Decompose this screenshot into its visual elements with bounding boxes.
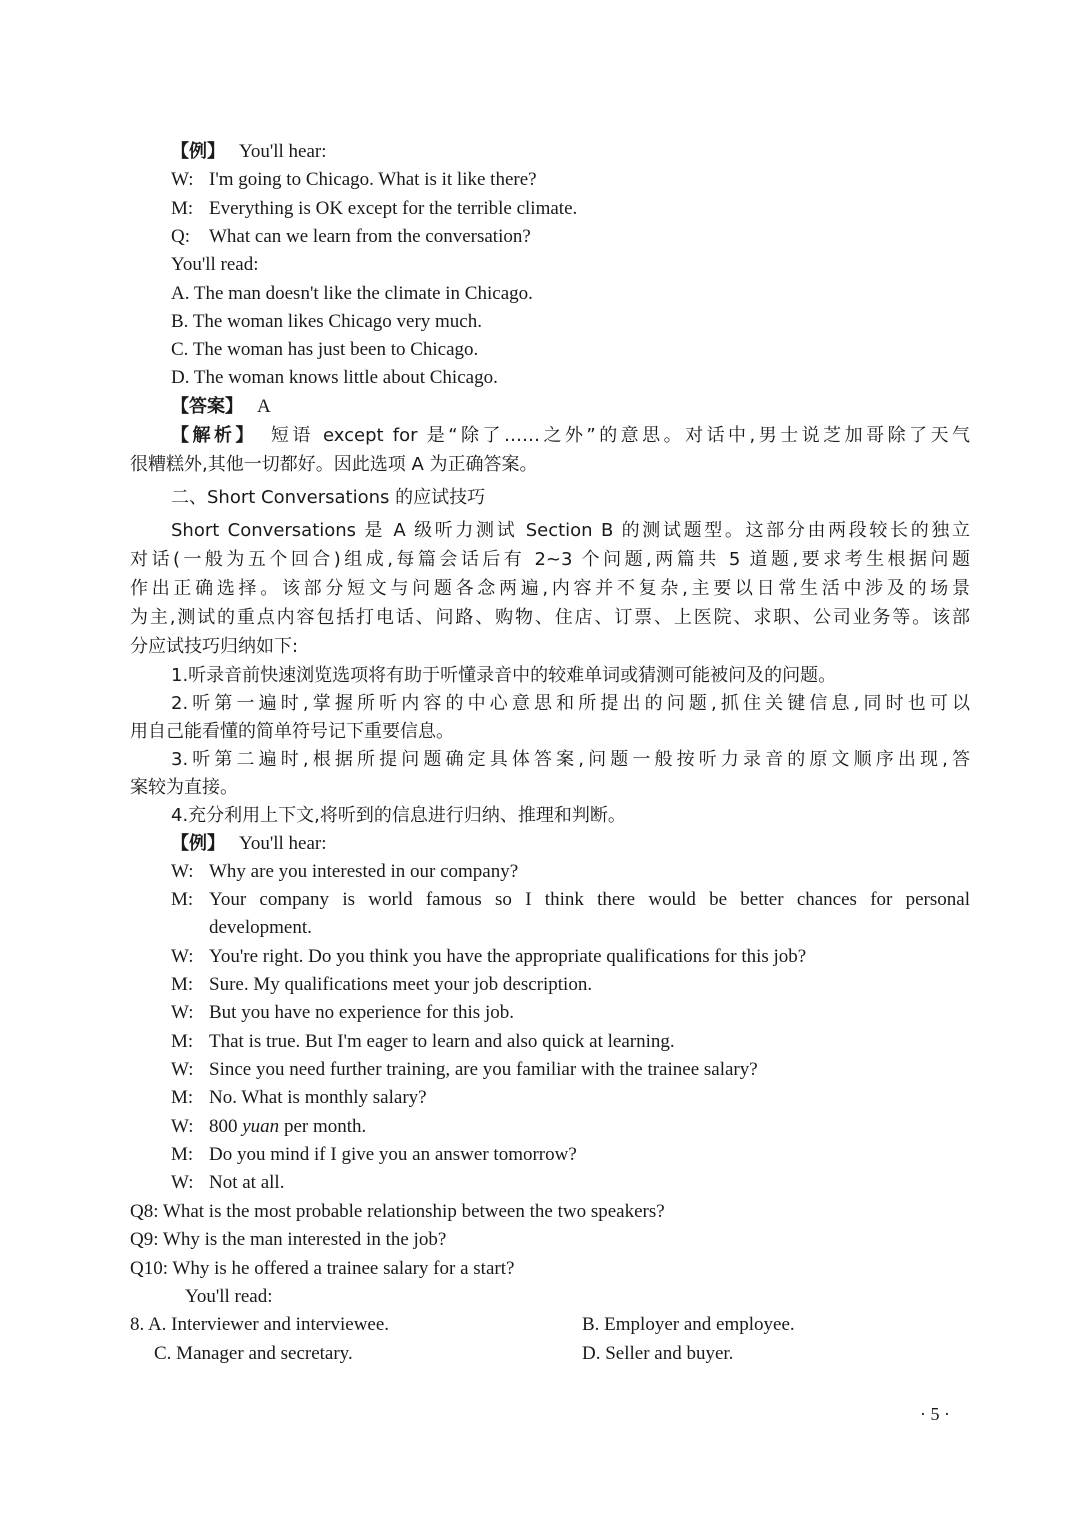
speaker-label: W: bbox=[171, 169, 194, 190]
dialog-text: Everything is OK except for the terrible climate. bbox=[209, 198, 578, 219]
dialog-text: You're right. Do you think you have the appropriate qualifications for this job? bbox=[209, 946, 807, 967]
dialog-line bbox=[171, 886, 970, 914]
speaker-label: W: bbox=[171, 1172, 194, 1193]
dialog-text: Do you mind if I give you an answer tomorrow? bbox=[209, 1144, 577, 1165]
example-tag: 【例】 bbox=[171, 833, 225, 854]
speaker-label: W: bbox=[171, 1002, 194, 1023]
tip-3-line-1: 3.听第二遍时,根据所提问题确定具体答案,问题一般按听力录音的原文顺序出现,答 bbox=[171, 749, 970, 770]
tip-3-line-2: 案较为直接。 bbox=[130, 777, 238, 798]
speaker-label: M: bbox=[171, 1144, 194, 1165]
section-heading: 二、Short Conversations 的应试技巧 bbox=[171, 487, 486, 508]
tip-2-line-2: 用自己能看懂的简单符号记下重要信息。 bbox=[130, 721, 454, 742]
speaker-label: W: bbox=[171, 946, 194, 967]
dialog-line bbox=[171, 1141, 577, 1169]
option-8b: B. Employer and employee. bbox=[582, 1314, 795, 1335]
paragraph-line: 分应试技巧归纳如下: bbox=[130, 636, 299, 657]
paragraph-line: 作出正确选择。该部分短文与问题各念两遍,内容并不复杂,主要以日常生活中涉及的场景 bbox=[130, 578, 970, 599]
dialog-line-continued: development. bbox=[209, 917, 312, 938]
youll-read-label: You'll read: bbox=[171, 254, 259, 275]
dialog-text: Not at all. bbox=[209, 1172, 285, 1193]
dialog-line bbox=[171, 1056, 758, 1084]
dialog-text: But you have no experience for this job. bbox=[209, 1002, 514, 1023]
answer-value: A bbox=[257, 396, 271, 417]
dialog-line bbox=[171, 943, 806, 971]
youll-hear-label: You'll hear: bbox=[239, 833, 327, 854]
youll-read-label: You'll read: bbox=[185, 1286, 273, 1307]
speaker-label: M: bbox=[171, 1087, 194, 1108]
answer-tag: 【答案】 bbox=[171, 396, 243, 417]
dialog-line bbox=[171, 858, 518, 886]
dialog-line bbox=[171, 1028, 675, 1056]
question-8: Q8: What is the most probable relationship between the two speakers? bbox=[130, 1201, 665, 1222]
dialog-text: Your company is world famous so I think there would be better chances for personal bbox=[209, 889, 970, 910]
option-c: C. The woman has just been to Chicago. bbox=[171, 339, 479, 360]
paragraph-line: 为主,测试的重点内容包括打电话、问路、购物、住店、订票、上医院、求职、公司业务等。该部 bbox=[130, 607, 970, 628]
page-number: · 5 · bbox=[920, 1404, 950, 1424]
example-tag: 【例】 bbox=[171, 141, 225, 162]
analysis-line-1 bbox=[171, 422, 970, 450]
option-d: D. The woman knows little about Chicago. bbox=[171, 367, 498, 388]
paragraph-line: Short Conversations 是 A 级听力测试 Section B 的测试题型。这部分由两段较长的独立 bbox=[171, 520, 970, 541]
dialog-text: Why are you interested in our company? bbox=[209, 861, 519, 882]
dialog-text: That is true. But I'm eager to learn and also quick at learning. bbox=[209, 1031, 675, 1052]
speaker-label: M: bbox=[171, 889, 194, 910]
question-10: Q10: Why is he offered a trainee salary for a start? bbox=[130, 1258, 515, 1279]
youll-hear-label: You'll hear: bbox=[239, 141, 327, 162]
dialog-text: I'm going to Chicago. What is it like there? bbox=[209, 169, 537, 190]
option-b: B. The woman likes Chicago very much. bbox=[171, 311, 482, 332]
dialog-text: No. What is monthly salary? bbox=[209, 1087, 427, 1108]
speaker-label: M: bbox=[171, 1031, 194, 1052]
example1-header bbox=[171, 138, 327, 166]
dialog-line bbox=[171, 1113, 366, 1141]
option-8d: D. Seller and buyer. bbox=[582, 1343, 734, 1364]
dialog-text: 800 yuan per month. bbox=[209, 1116, 367, 1137]
dialog-line bbox=[171, 166, 537, 194]
dialog-line bbox=[171, 971, 592, 999]
analysis-text: 短语 except for 是“除了……之外”的意思。对话中,男士说芝加哥除了天气 bbox=[270, 425, 970, 446]
speaker-label: M: bbox=[171, 974, 194, 995]
dialog-line bbox=[171, 223, 531, 251]
dialog-line bbox=[171, 999, 514, 1027]
analysis-tag: 【解析】 bbox=[171, 425, 257, 446]
dialog-text: What can we learn from the conversation? bbox=[209, 226, 531, 247]
option-8c: C. Manager and secretary. bbox=[154, 1343, 353, 1364]
option-8a: 8. A. Interviewer and interviewee. bbox=[130, 1314, 390, 1335]
dialog-line bbox=[171, 1169, 284, 1197]
answer-line bbox=[171, 393, 271, 421]
dialog-text: Sure. My qualifications meet your job description. bbox=[209, 974, 593, 995]
speaker-label: W: bbox=[171, 861, 194, 882]
dialog-line bbox=[171, 195, 577, 223]
option-a: A. The man doesn't like the climate in Chicago. bbox=[171, 283, 533, 304]
paragraph-line: 对话(一般为五个回合)组成,每篇会话后有 2~3 个问题,两篇共 5 道题,要求考生根据问题 bbox=[130, 549, 970, 570]
question-9: Q9: Why is the man interested in the job? bbox=[130, 1229, 447, 1250]
speaker-label: W: bbox=[171, 1059, 194, 1080]
dialog-text: Since you need further training, are you familiar with the trainee salary? bbox=[209, 1059, 758, 1080]
tip-1: 1.听录音前快速浏览选项将有助于听懂录音中的较难单词或猜测可能被问及的问题。 bbox=[171, 665, 837, 686]
speaker-label: M: bbox=[171, 198, 194, 219]
tip-4: 4.充分利用上下文,将听到的信息进行归纳、推理和判断。 bbox=[171, 805, 626, 826]
dialog-line bbox=[171, 1084, 427, 1112]
analysis-line-2: 很糟糕外,其他一切都好。因此选项 A 为正确答案。 bbox=[130, 454, 538, 475]
example2-header bbox=[171, 830, 327, 858]
tip-2-line-1: 2.听第一遍时,掌握所听内容的中心意思和所提出的问题,抓住关键信息,同时也可以 bbox=[171, 693, 970, 714]
speaker-label: Q: bbox=[171, 226, 190, 247]
speaker-label: W: bbox=[171, 1116, 194, 1137]
